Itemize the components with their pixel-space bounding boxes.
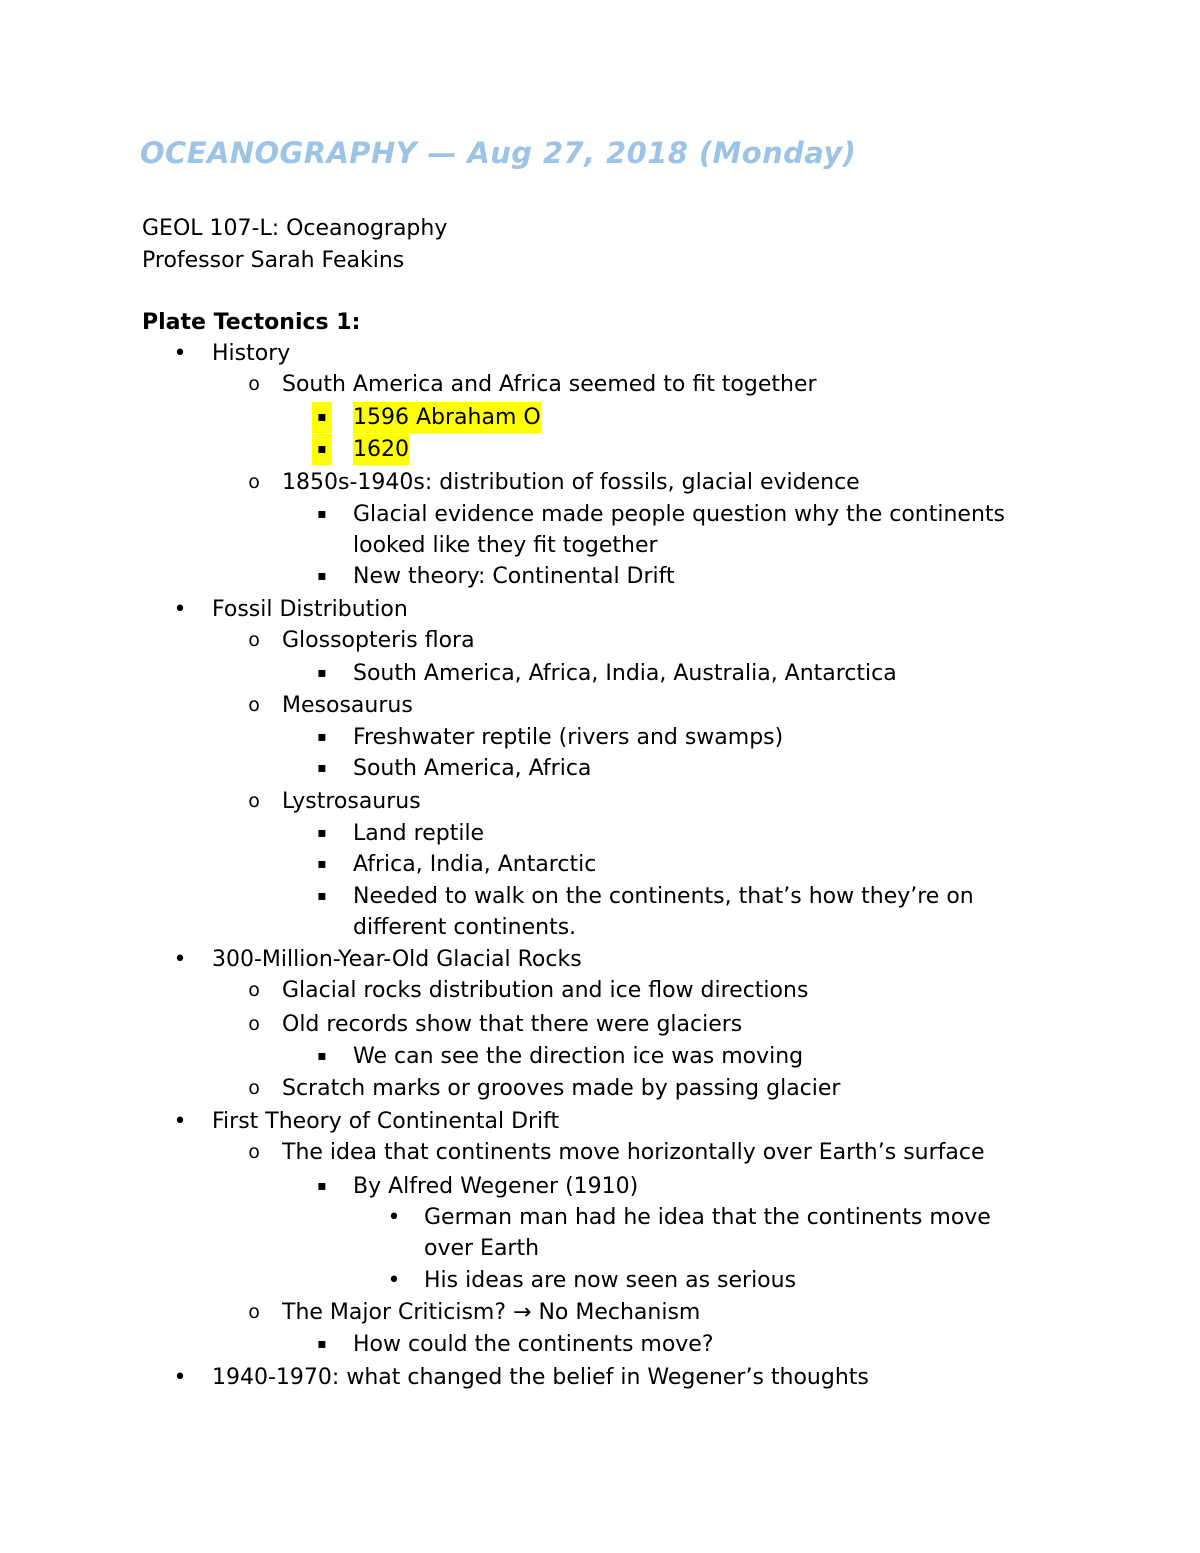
bullet-marker-icon: o [248,629,260,651]
outline-item-text: South America and Africa seemed to fit together [282,372,817,397]
outline-item-text: 1596 Abraham O [353,402,541,433]
outline-item-text: Old records show that there were glaciers [282,1012,743,1037]
section-heading: Plate Tectonics 1: [142,310,361,335]
bullet-marker-icon: ▪ [312,434,332,465]
bullet-marker-icon: o [248,373,260,395]
outline-item-text: We can see the direction ice was moving [353,1044,804,1069]
outline-item-text: South America, Africa [353,756,592,781]
bullet-marker-icon: • [173,597,187,622]
outline-item-text: His ideas are now seen as serious [424,1268,797,1293]
bullet-marker-icon: o [248,790,260,812]
bullet-marker-icon: o [248,694,260,716]
bullet-marker-icon: ▪ [317,506,327,522]
bullet-marker-icon: o [248,1077,260,1099]
bullet-marker-icon: o [248,979,260,1001]
bullet-marker-icon: ▪ [317,856,327,872]
bullet-marker-icon: • [387,1205,401,1230]
outline-item-text: The Major Criticism? → No Mechanism [282,1300,701,1325]
bullet-marker-icon: • [173,947,187,972]
outline-item-text: looked like they fit together [353,533,658,558]
bullet-marker-icon: o [248,1013,260,1035]
outline-item-text: Land reptile [353,821,485,846]
outline-item-text: New theory: Continental Drift [353,564,675,589]
outline-item-text: 300-Million-Year-Old Glacial Rocks [212,947,582,972]
outline-item-text: First Theory of Continental Drift [212,1109,560,1134]
outline-item-text: Glacial evidence made people question why the continents [353,502,1005,527]
bullet-marker-icon: ▪ [317,1048,327,1064]
outline-item-text: Glacial rocks distribution and ice flow directions [282,978,809,1003]
outline-item-text: Freshwater reptile (rivers and swamps) [353,725,784,750]
outline-item-text: Needed to walk on the continents, that’s how they’re on [353,884,974,909]
outline-item-text: Mesosaurus [282,693,413,718]
outline-item-text: Glossopteris flora [282,628,475,653]
bullet-marker-icon: • [173,1109,187,1134]
outline-item-text: By Alfred Wegener (1910) [353,1174,639,1199]
outline-item-text: Lystrosaurus [282,789,421,814]
outline-item-text: German man had he idea that the continents move [424,1205,991,1230]
bullet-marker-icon: ▪ [317,1336,327,1352]
bullet-marker-icon: • [173,341,187,366]
bullet-marker-icon: o [248,1301,260,1323]
outline-item-text: How could the continents move? [353,1332,714,1357]
outline-item-text: Africa, India, Antarctic [353,852,597,877]
bullet-marker-icon: ▪ [317,568,327,584]
course-name: GEOL 107-L: Oceanography [142,216,448,241]
bullet-marker-icon: • [173,1365,187,1390]
outline-item-text: Scratch marks or grooves made by passing glacier [282,1076,841,1101]
outline-item-text: South America, Africa, India, Australia, Antarctica [353,661,897,686]
outline-item-text: The idea that continents move horizontally over Earth’s surface [282,1140,985,1165]
bullet-marker-icon: o [248,471,260,493]
outline-item-text: 1940-1970: what changed the belief in Wegener’s thoughts [212,1365,869,1390]
outline-item-text: History [212,341,291,366]
page-title: OCEANOGRAPHY — Aug 27, 2018 (Monday) [140,136,857,170]
outline-item-text: 1620 [353,434,409,465]
bullet-marker-icon: ▪ [317,760,327,776]
bullet-marker-icon: • [387,1268,401,1293]
outline-item-text: Fossil Distribution [212,597,408,622]
outline-item-text: 1850s-1940s: distribution of fossils, glacial evidence [282,470,860,495]
bullet-marker-icon: o [248,1141,260,1163]
outline-item-text: different continents. [353,915,577,940]
bullet-marker-icon: ▪ [317,825,327,841]
bullet-marker-icon: ▪ [317,665,327,681]
professor-name: Professor Sarah Feakins [142,248,405,273]
bullet-marker-icon: ▪ [317,888,327,904]
bullet-marker-icon: ▪ [317,729,327,745]
bullet-marker-icon: ▪ [317,1178,327,1194]
outline-item-text: over Earth [424,1236,540,1261]
bullet-marker-icon: ▪ [312,402,332,433]
